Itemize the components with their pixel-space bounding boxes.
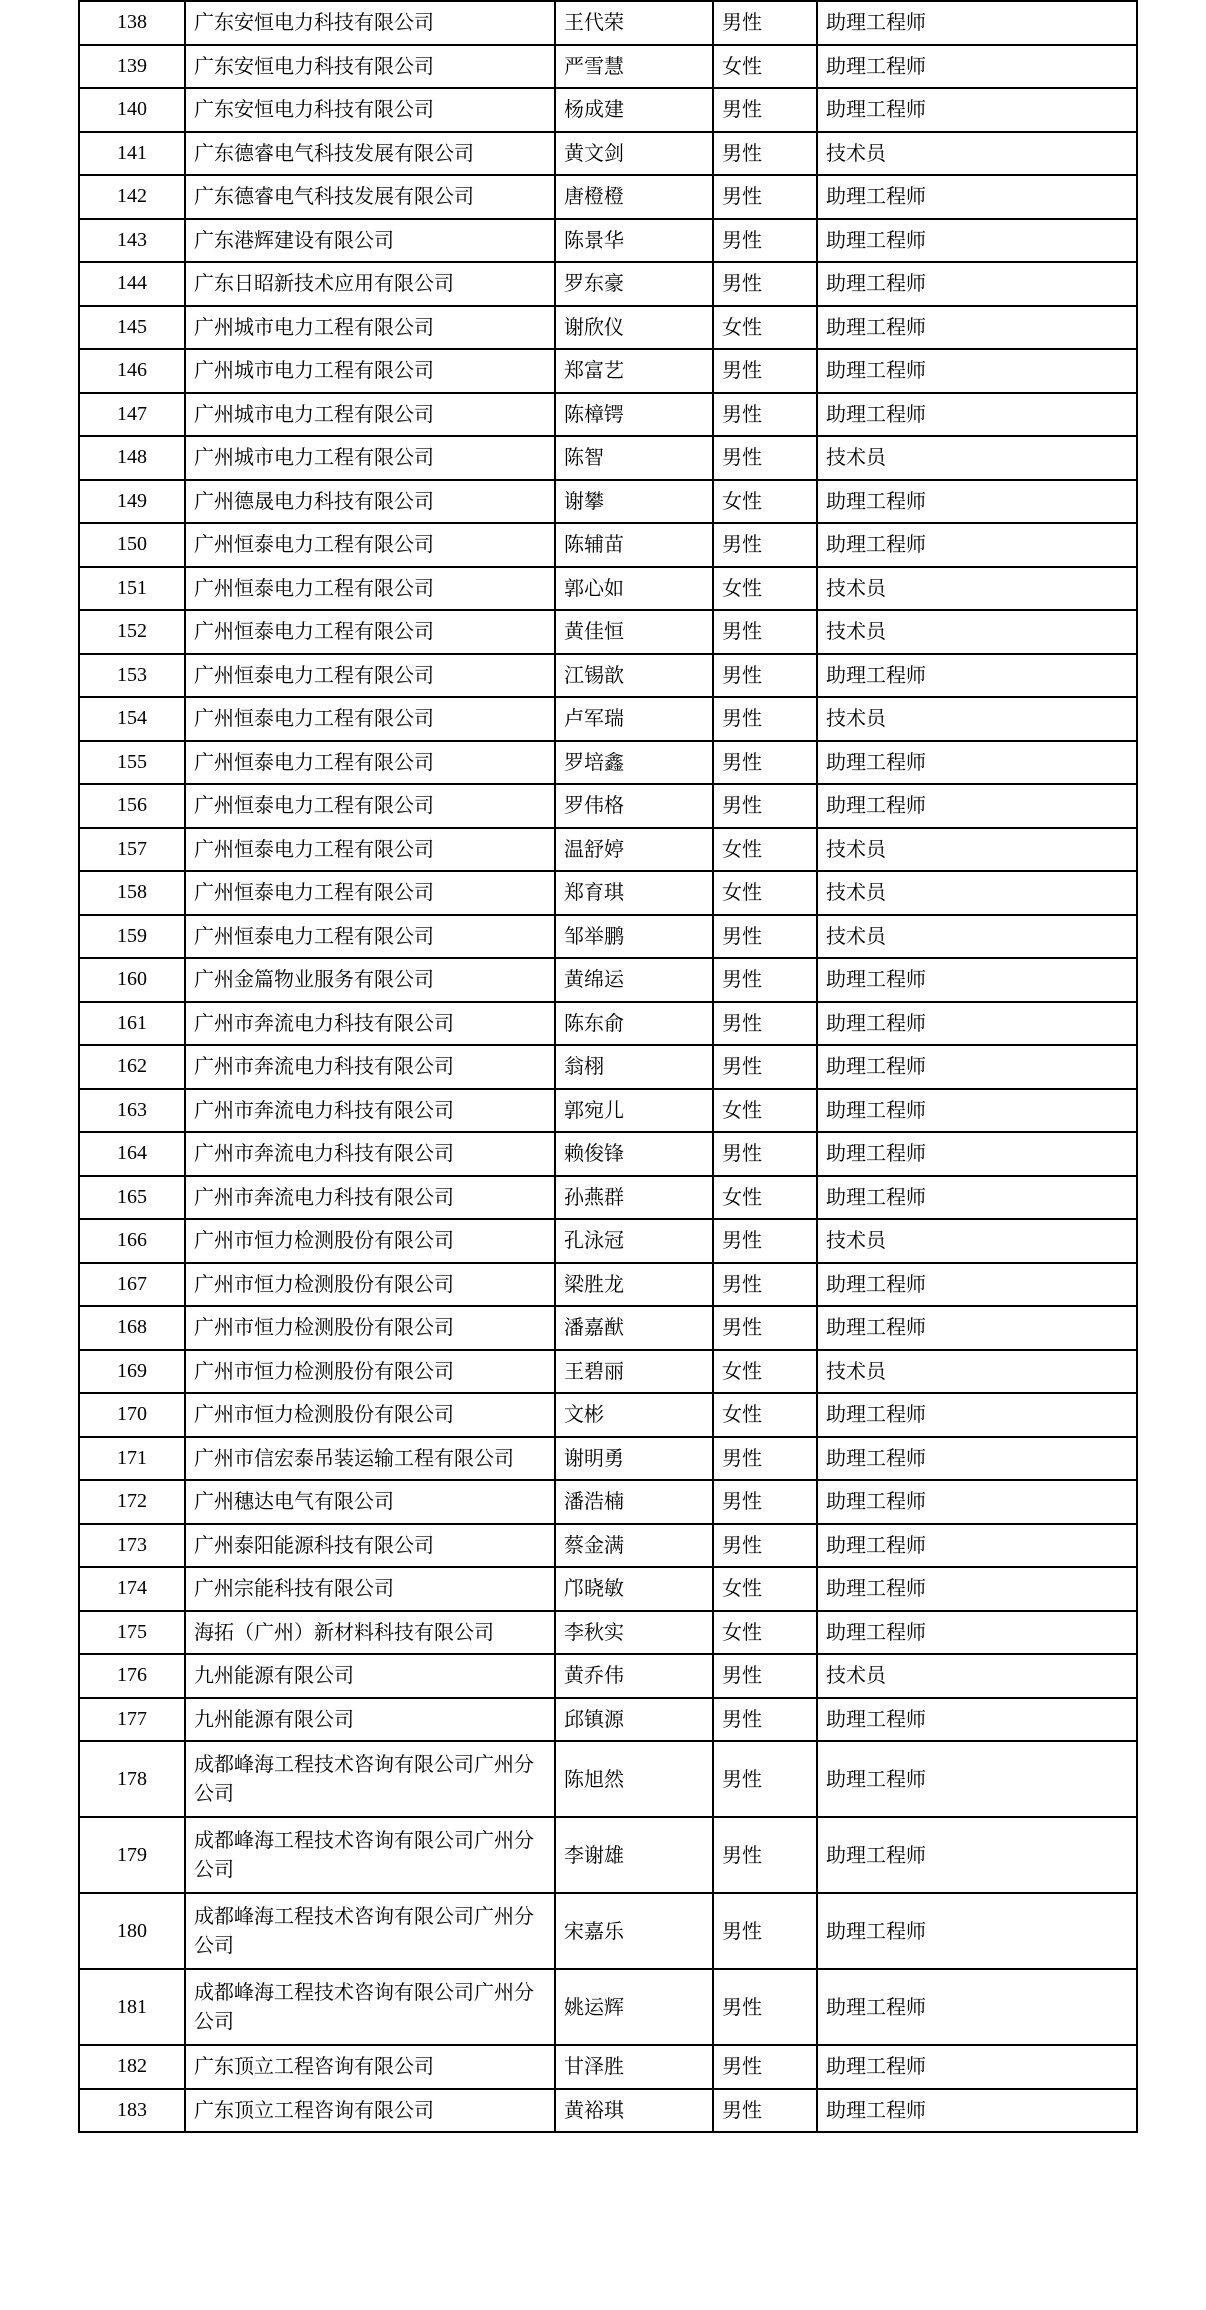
- company-name-cell: 广东安恒电力科技有限公司: [185, 45, 555, 89]
- row-number-cell: 179: [79, 1817, 185, 1893]
- company-name-cell: 广州恒泰电力工程有限公司: [185, 915, 555, 959]
- table-row: [79, 1698, 1137, 1742]
- row-number-cell: 143: [79, 219, 185, 263]
- job-title-cell: 助理工程师: [817, 1393, 1137, 1437]
- table-row: [79, 654, 1137, 698]
- job-title-cell: 助理工程师: [817, 1132, 1137, 1176]
- person-name-cell: 李谢雄: [555, 1817, 713, 1893]
- person-name-cell: 谢欣仪: [555, 306, 713, 350]
- gender-cell: 男性: [713, 1741, 817, 1817]
- company-name-cell: 成都峰海工程技术咨询有限公司广州分公司: [185, 1893, 555, 1969]
- gender-cell: 男性: [713, 262, 817, 306]
- job-title-cell: 助理工程师: [817, 2089, 1137, 2133]
- company-name-cell: 广州恒泰电力工程有限公司: [185, 610, 555, 654]
- job-title-cell: 助理工程师: [817, 784, 1137, 828]
- company-name-cell: 广州恒泰电力工程有限公司: [185, 741, 555, 785]
- person-name-cell: 黄裕琪: [555, 2089, 713, 2133]
- person-name-cell: 王代荣: [555, 1, 713, 45]
- table-row: [79, 175, 1137, 219]
- job-title-cell: 技术员: [817, 610, 1137, 654]
- person-name-cell: 陈智: [555, 436, 713, 480]
- job-title-cell: 助理工程师: [817, 1263, 1137, 1307]
- company-name-cell: 广州市恒力检测股份有限公司: [185, 1263, 555, 1307]
- table-row: [79, 1817, 1137, 1893]
- job-title-cell: 助理工程师: [817, 480, 1137, 524]
- gender-cell: 男性: [713, 1437, 817, 1481]
- row-number-cell: 147: [79, 393, 185, 437]
- gender-cell: 女性: [713, 828, 817, 872]
- job-title-cell: 助理工程师: [817, 1176, 1137, 1220]
- table-row: [79, 132, 1137, 176]
- person-name-cell: 陈樟锷: [555, 393, 713, 437]
- row-number-cell: 161: [79, 1002, 185, 1046]
- gender-cell: 男性: [713, 915, 817, 959]
- company-name-cell: 广州市奔流电力科技有限公司: [185, 1089, 555, 1133]
- company-name-cell: 广州市信宏泰吊装运输工程有限公司: [185, 1437, 555, 1481]
- job-title-cell: 技术员: [817, 828, 1137, 872]
- company-name-cell: 广东安恒电力科技有限公司: [185, 88, 555, 132]
- gender-cell: 男性: [713, 349, 817, 393]
- row-number-cell: 173: [79, 1524, 185, 1568]
- gender-cell: 男性: [713, 1306, 817, 1350]
- gender-cell: 男性: [713, 1045, 817, 1089]
- job-title-cell: 助理工程师: [817, 393, 1137, 437]
- row-number-cell: 144: [79, 262, 185, 306]
- job-title-cell: 技术员: [817, 1654, 1137, 1698]
- row-number-cell: 156: [79, 784, 185, 828]
- company-name-cell: 广州恒泰电力工程有限公司: [185, 871, 555, 915]
- table-row: [79, 219, 1137, 263]
- gender-cell: 男性: [713, 1654, 817, 1698]
- company-name-cell: 广东顶立工程咨询有限公司: [185, 2045, 555, 2089]
- gender-cell: 男性: [713, 1893, 817, 1969]
- gender-cell: 男性: [713, 1263, 817, 1307]
- person-name-cell: 邱镇源: [555, 1698, 713, 1742]
- gender-cell: 男性: [713, 741, 817, 785]
- company-name-cell: 广州宗能科技有限公司: [185, 1567, 555, 1611]
- gender-cell: 女性: [713, 1393, 817, 1437]
- row-number-cell: 149: [79, 480, 185, 524]
- table-row: [79, 262, 1137, 306]
- person-name-cell: 郑育琪: [555, 871, 713, 915]
- row-number-cell: 154: [79, 697, 185, 741]
- job-title-cell: 技术员: [817, 871, 1137, 915]
- table-row: [79, 1176, 1137, 1220]
- company-name-cell: 九州能源有限公司: [185, 1698, 555, 1742]
- company-name-cell: 广州市恒力检测股份有限公司: [185, 1306, 555, 1350]
- job-title-cell: 技术员: [817, 697, 1137, 741]
- table-row: [79, 1263, 1137, 1307]
- row-number-cell: 163: [79, 1089, 185, 1133]
- company-name-cell: 成都峰海工程技术咨询有限公司广州分公司: [185, 1741, 555, 1817]
- company-name-cell: 成都峰海工程技术咨询有限公司广州分公司: [185, 1817, 555, 1893]
- gender-cell: 男性: [713, 1524, 817, 1568]
- person-name-cell: 郭心如: [555, 567, 713, 611]
- person-name-cell: 赖俊锋: [555, 1132, 713, 1176]
- person-name-cell: 罗伟格: [555, 784, 713, 828]
- job-title-cell: 助理工程师: [817, 2045, 1137, 2089]
- row-number-cell: 139: [79, 45, 185, 89]
- job-title-cell: 助理工程师: [817, 1698, 1137, 1742]
- company-name-cell: 广州市恒力检测股份有限公司: [185, 1219, 555, 1263]
- job-title-cell: 助理工程师: [817, 1480, 1137, 1524]
- job-title-cell: 助理工程师: [817, 262, 1137, 306]
- job-title-cell: 助理工程师: [817, 523, 1137, 567]
- row-number-cell: 151: [79, 567, 185, 611]
- row-number-cell: 178: [79, 1741, 185, 1817]
- company-name-cell: 广东安恒电力科技有限公司: [185, 1, 555, 45]
- gender-cell: 男性: [713, 2045, 817, 2089]
- person-name-cell: 郑富艺: [555, 349, 713, 393]
- company-name-cell: 广州市奔流电力科技有限公司: [185, 1132, 555, 1176]
- table-row: [79, 1741, 1137, 1817]
- row-number-cell: 159: [79, 915, 185, 959]
- job-title-cell: 助理工程师: [817, 45, 1137, 89]
- gender-cell: 男性: [713, 175, 817, 219]
- table-row: [79, 1350, 1137, 1394]
- person-name-cell: 邝晓敏: [555, 1567, 713, 1611]
- table-row: [79, 2089, 1137, 2133]
- company-name-cell: 广东德睿电气科技发展有限公司: [185, 175, 555, 219]
- row-number-cell: 182: [79, 2045, 185, 2089]
- job-title-cell: 助理工程师: [817, 958, 1137, 1002]
- row-number-cell: 180: [79, 1893, 185, 1969]
- company-name-cell: 广州市奔流电力科技有限公司: [185, 1002, 555, 1046]
- table-row: [79, 784, 1137, 828]
- person-name-cell: 杨成建: [555, 88, 713, 132]
- company-name-cell: 广州市恒力检测股份有限公司: [185, 1350, 555, 1394]
- table-row: [79, 1219, 1137, 1263]
- gender-cell: 男性: [713, 697, 817, 741]
- job-title-cell: 助理工程师: [817, 1893, 1137, 1969]
- person-name-cell: 严雪慧: [555, 45, 713, 89]
- job-title-cell: 助理工程师: [817, 654, 1137, 698]
- company-name-cell: 广州恒泰电力工程有限公司: [185, 697, 555, 741]
- company-name-cell: 广州城市电力工程有限公司: [185, 393, 555, 437]
- job-title-cell: 助理工程师: [817, 349, 1137, 393]
- job-title-cell: 助理工程师: [817, 1567, 1137, 1611]
- job-title-cell: 助理工程师: [817, 1045, 1137, 1089]
- row-number-cell: 153: [79, 654, 185, 698]
- person-name-cell: 温舒婷: [555, 828, 713, 872]
- table-row: [79, 1480, 1137, 1524]
- job-title-cell: 助理工程师: [817, 1002, 1137, 1046]
- company-name-cell: 广州恒泰电力工程有限公司: [185, 567, 555, 611]
- row-number-cell: 138: [79, 1, 185, 45]
- table-row: [79, 610, 1137, 654]
- table-row: [79, 436, 1137, 480]
- gender-cell: 男性: [713, 1817, 817, 1893]
- row-number-cell: 140: [79, 88, 185, 132]
- job-title-cell: 助理工程师: [817, 741, 1137, 785]
- person-name-cell: 王碧丽: [555, 1350, 713, 1394]
- job-title-cell: 助理工程师: [817, 1817, 1137, 1893]
- person-name-cell: 陈辅苗: [555, 523, 713, 567]
- row-number-cell: 142: [79, 175, 185, 219]
- company-name-cell: 广东德睿电气科技发展有限公司: [185, 132, 555, 176]
- gender-cell: 女性: [713, 1611, 817, 1655]
- table-row: [79, 393, 1137, 437]
- company-name-cell: 广州穗达电气有限公司: [185, 1480, 555, 1524]
- gender-cell: 女性: [713, 567, 817, 611]
- row-number-cell: 167: [79, 1263, 185, 1307]
- person-name-cell: 孔泳冠: [555, 1219, 713, 1263]
- row-number-cell: 146: [79, 349, 185, 393]
- row-number-cell: 168: [79, 1306, 185, 1350]
- job-title-cell: 助理工程师: [817, 1306, 1137, 1350]
- row-number-cell: 141: [79, 132, 185, 176]
- person-name-cell: 陈东俞: [555, 1002, 713, 1046]
- company-name-cell: 九州能源有限公司: [185, 1654, 555, 1698]
- table-row: [79, 1132, 1137, 1176]
- table-row: [79, 1893, 1137, 1969]
- table-row: [79, 871, 1137, 915]
- person-name-cell: 潘嘉猷: [555, 1306, 713, 1350]
- person-name-cell: 江锡歆: [555, 654, 713, 698]
- row-number-cell: 160: [79, 958, 185, 1002]
- table-row: [79, 1437, 1137, 1481]
- gender-cell: 男性: [713, 2089, 817, 2133]
- gender-cell: 男性: [713, 1, 817, 45]
- table-row: [79, 1, 1137, 45]
- gender-cell: 女性: [713, 306, 817, 350]
- person-name-cell: 甘泽胜: [555, 2045, 713, 2089]
- table-row: [79, 480, 1137, 524]
- company-name-cell: 广州城市电力工程有限公司: [185, 349, 555, 393]
- roster-table: [78, 0, 1138, 2133]
- person-name-cell: 黄佳恒: [555, 610, 713, 654]
- table-row: [79, 45, 1137, 89]
- job-title-cell: 助理工程师: [817, 1089, 1137, 1133]
- table-row: [79, 349, 1137, 393]
- person-name-cell: 罗培鑫: [555, 741, 713, 785]
- row-number-cell: 183: [79, 2089, 185, 2133]
- job-title-cell: 助理工程师: [817, 175, 1137, 219]
- company-name-cell: 广东日昭新技术应用有限公司: [185, 262, 555, 306]
- gender-cell: 男性: [713, 88, 817, 132]
- gender-cell: 男性: [713, 610, 817, 654]
- gender-cell: 男性: [713, 654, 817, 698]
- company-name-cell: 广州恒泰电力工程有限公司: [185, 784, 555, 828]
- company-name-cell: 广州城市电力工程有限公司: [185, 436, 555, 480]
- company-name-cell: 广州恒泰电力工程有限公司: [185, 828, 555, 872]
- table-row: [79, 741, 1137, 785]
- company-name-cell: 广州城市电力工程有限公司: [185, 306, 555, 350]
- table-row: [79, 567, 1137, 611]
- company-name-cell: 广州市奔流电力科技有限公司: [185, 1045, 555, 1089]
- row-number-cell: 170: [79, 1393, 185, 1437]
- gender-cell: 女性: [713, 45, 817, 89]
- row-number-cell: 165: [79, 1176, 185, 1220]
- person-name-cell: 蔡金满: [555, 1524, 713, 1568]
- gender-cell: 男性: [713, 1002, 817, 1046]
- person-name-cell: 陈旭然: [555, 1741, 713, 1817]
- gender-cell: 男性: [713, 523, 817, 567]
- gender-cell: 男性: [713, 1480, 817, 1524]
- company-name-cell: 广州恒泰电力工程有限公司: [185, 523, 555, 567]
- company-name-cell: 广州市恒力检测股份有限公司: [185, 1393, 555, 1437]
- table-row: [79, 1969, 1137, 2045]
- gender-cell: 女性: [713, 1567, 817, 1611]
- row-number-cell: 177: [79, 1698, 185, 1742]
- person-name-cell: 黄文剑: [555, 132, 713, 176]
- person-name-cell: 姚运辉: [555, 1969, 713, 2045]
- row-number-cell: 166: [79, 1219, 185, 1263]
- job-title-cell: 助理工程师: [817, 219, 1137, 263]
- company-name-cell: 广州德晟电力科技有限公司: [185, 480, 555, 524]
- row-number-cell: 148: [79, 436, 185, 480]
- person-name-cell: 孙燕群: [555, 1176, 713, 1220]
- table-row: [79, 1654, 1137, 1698]
- job-title-cell: 助理工程师: [817, 306, 1137, 350]
- table-row: [79, 1567, 1137, 1611]
- company-name-cell: 广东港辉建设有限公司: [185, 219, 555, 263]
- table-row: [79, 828, 1137, 872]
- row-number-cell: 172: [79, 1480, 185, 1524]
- company-name-cell: 海拓（广州）新材料科技有限公司: [185, 1611, 555, 1655]
- table-row: [79, 1611, 1137, 1655]
- table-row: [79, 1393, 1137, 1437]
- row-number-cell: 162: [79, 1045, 185, 1089]
- table-row: [79, 697, 1137, 741]
- row-number-cell: 169: [79, 1350, 185, 1394]
- person-name-cell: 谢明勇: [555, 1437, 713, 1481]
- gender-cell: 女性: [713, 1176, 817, 1220]
- job-title-cell: 助理工程师: [817, 1, 1137, 45]
- table-row: [79, 1524, 1137, 1568]
- row-number-cell: 157: [79, 828, 185, 872]
- table-row: [79, 915, 1137, 959]
- gender-cell: 男性: [713, 393, 817, 437]
- gender-cell: 女性: [713, 480, 817, 524]
- table-row: [79, 306, 1137, 350]
- row-number-cell: 164: [79, 1132, 185, 1176]
- row-number-cell: 171: [79, 1437, 185, 1481]
- person-name-cell: 陈景华: [555, 219, 713, 263]
- person-name-cell: 谢攀: [555, 480, 713, 524]
- person-name-cell: 潘浩楠: [555, 1480, 713, 1524]
- company-name-cell: 成都峰海工程技术咨询有限公司广州分公司: [185, 1969, 555, 2045]
- person-name-cell: 梁胜龙: [555, 1263, 713, 1307]
- person-name-cell: 宋嘉乐: [555, 1893, 713, 1969]
- person-name-cell: 郭宛儿: [555, 1089, 713, 1133]
- job-title-cell: 技术员: [817, 436, 1137, 480]
- person-name-cell: 卢军瑞: [555, 697, 713, 741]
- person-name-cell: 邹举鹏: [555, 915, 713, 959]
- table-row: [79, 2045, 1137, 2089]
- table-row: [79, 1045, 1137, 1089]
- job-title-cell: 助理工程师: [817, 1524, 1137, 1568]
- gender-cell: 男性: [713, 784, 817, 828]
- row-number-cell: 145: [79, 306, 185, 350]
- gender-cell: 男性: [713, 1132, 817, 1176]
- table-row: [79, 1306, 1137, 1350]
- row-number-cell: 181: [79, 1969, 185, 2045]
- gender-cell: 男性: [713, 1969, 817, 2045]
- job-title-cell: 助理工程师: [817, 88, 1137, 132]
- job-title-cell: 技术员: [817, 132, 1137, 176]
- row-number-cell: 155: [79, 741, 185, 785]
- roster-table-body: [79, 1, 1137, 2132]
- job-title-cell: 助理工程师: [817, 1437, 1137, 1481]
- job-title-cell: 助理工程师: [817, 1969, 1137, 2045]
- person-name-cell: 唐橙橙: [555, 175, 713, 219]
- gender-cell: 男性: [713, 436, 817, 480]
- company-name-cell: 广州泰阳能源科技有限公司: [185, 1524, 555, 1568]
- person-name-cell: 黄绵运: [555, 958, 713, 1002]
- person-name-cell: 李秋实: [555, 1611, 713, 1655]
- person-name-cell: 罗东豪: [555, 262, 713, 306]
- person-name-cell: 文彬: [555, 1393, 713, 1437]
- person-name-cell: 黄乔伟: [555, 1654, 713, 1698]
- job-title-cell: 技术员: [817, 567, 1137, 611]
- gender-cell: 女性: [713, 1350, 817, 1394]
- row-number-cell: 174: [79, 1567, 185, 1611]
- table-row: [79, 88, 1137, 132]
- gender-cell: 男性: [713, 958, 817, 1002]
- table-row: [79, 958, 1137, 1002]
- table-row: [79, 1089, 1137, 1133]
- row-number-cell: 152: [79, 610, 185, 654]
- row-number-cell: 158: [79, 871, 185, 915]
- gender-cell: 男性: [713, 1698, 817, 1742]
- company-name-cell: 广东顶立工程咨询有限公司: [185, 2089, 555, 2133]
- job-title-cell: 技术员: [817, 915, 1137, 959]
- gender-cell: 男性: [713, 1219, 817, 1263]
- table-row: [79, 1002, 1137, 1046]
- gender-cell: 女性: [713, 1089, 817, 1133]
- gender-cell: 男性: [713, 132, 817, 176]
- table-row: [79, 523, 1137, 567]
- gender-cell: 男性: [713, 219, 817, 263]
- row-number-cell: 175: [79, 1611, 185, 1655]
- job-title-cell: 技术员: [817, 1350, 1137, 1394]
- person-name-cell: 翁栩: [555, 1045, 713, 1089]
- gender-cell: 女性: [713, 871, 817, 915]
- row-number-cell: 150: [79, 523, 185, 567]
- roster-sheet: [78, 0, 1136, 2133]
- job-title-cell: 助理工程师: [817, 1741, 1137, 1817]
- row-number-cell: 176: [79, 1654, 185, 1698]
- job-title-cell: 助理工程师: [817, 1611, 1137, 1655]
- company-name-cell: 广州金篇物业服务有限公司: [185, 958, 555, 1002]
- company-name-cell: 广州恒泰电力工程有限公司: [185, 654, 555, 698]
- job-title-cell: 技术员: [817, 1219, 1137, 1263]
- company-name-cell: 广州市奔流电力科技有限公司: [185, 1176, 555, 1220]
